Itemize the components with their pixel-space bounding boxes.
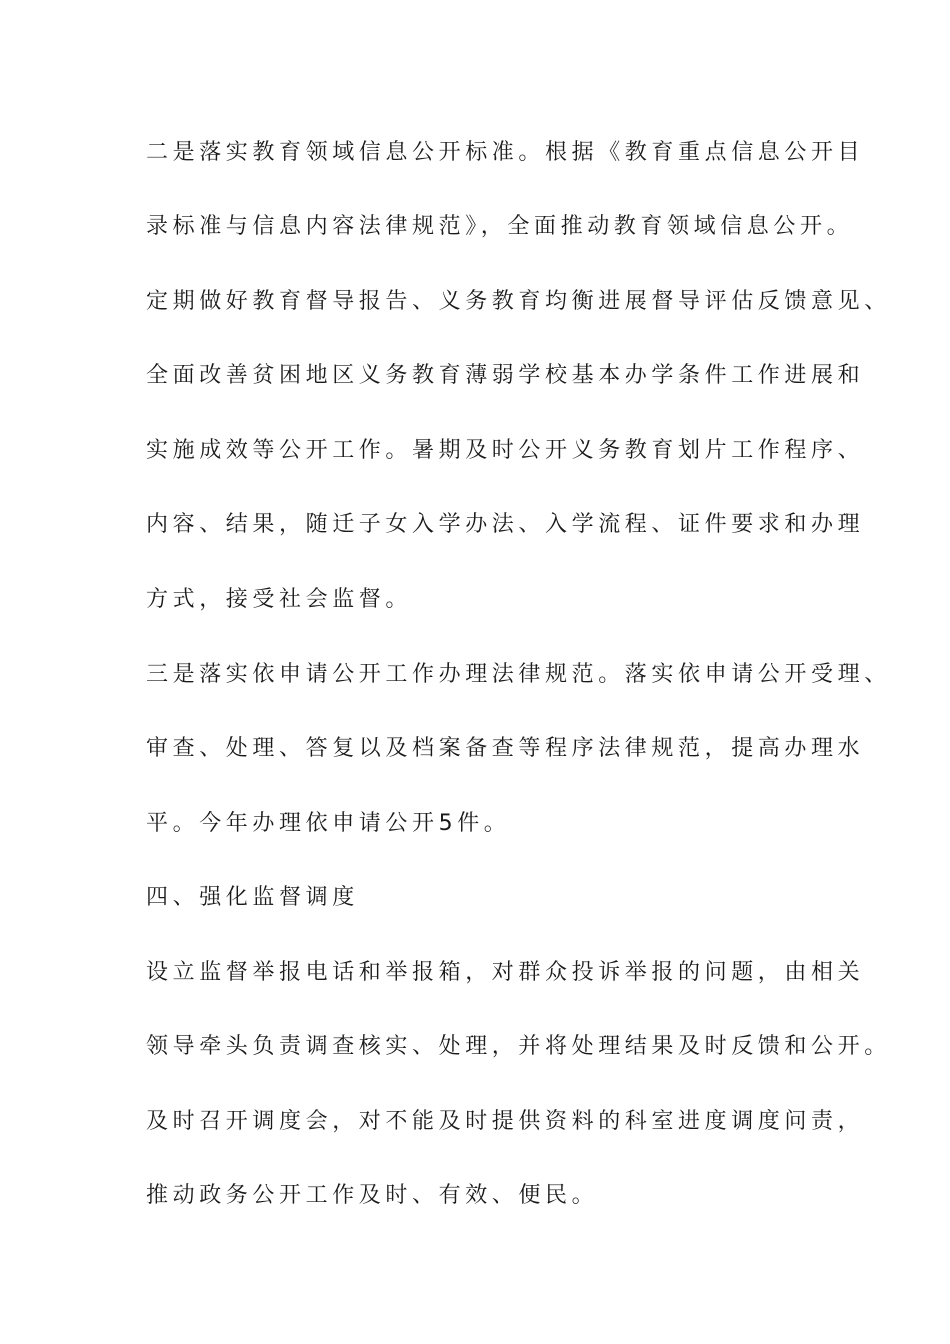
text-line: 及时召开调度会，对不能及时提供资料的科室进度调度问责，	[146, 1109, 865, 1134]
text-line: 方式，接受社会监督。	[146, 587, 413, 612]
text-line: 审查、处理、答复以及档案备查等程序法律规范，提高办理水	[146, 736, 865, 761]
text-line: 定期做好教育督导报告、义务教育均衡进展督导评估反馈意见、	[146, 289, 891, 314]
text-line: 全面改善贫困地区义务教育薄弱学校基本办学条件工作进展和	[146, 363, 865, 388]
text-line: 录标准与信息内容法律规范》，全面推动教育领域信息公开。	[146, 214, 854, 239]
text-line: 内容、结果，随迁子女入学办法、入学流程、证件要求和办理	[146, 512, 865, 537]
text-line: 实施成效等公开工作。暑期及时公开义务教育划片工作程序、	[146, 438, 865, 463]
text-line: 三是落实依申请公开工作办理法律规范。落实依申请公开受理、	[146, 662, 891, 687]
text-line: 设立监督举报电话和举报箱，对群众投诉举报的问题，由相关	[146, 960, 865, 985]
text-line: 领导牵头负责调查核实、处理，并将处理结果及时反馈和公开。	[146, 1034, 891, 1059]
section-heading: 四、强化监督调度	[146, 885, 359, 910]
text-line: 推动政务公开工作及时、有效、便民。	[146, 1183, 599, 1208]
text-line: 二是落实教育领域信息公开标准。根据《教育重点信息公开目	[146, 140, 865, 165]
text-line: 平。今年办理依申请公开5件。	[146, 811, 511, 836]
